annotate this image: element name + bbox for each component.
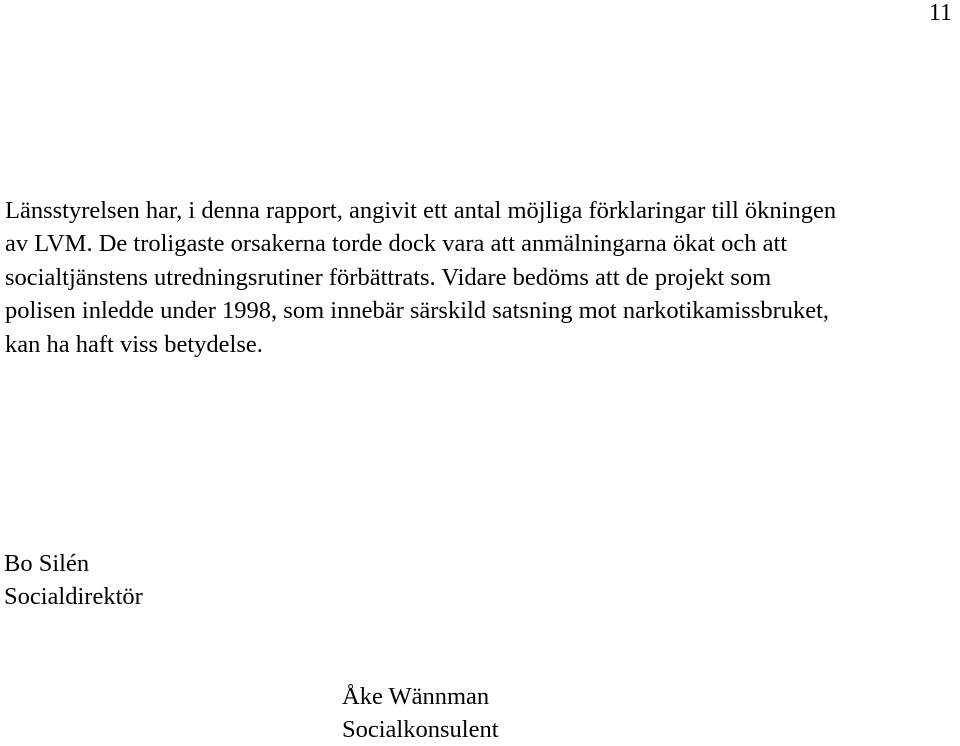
signatory-name: Bo Silén (4, 550, 90, 577)
page-number: 11 (928, 0, 952, 26)
paragraph-line: polisen inledde under 1998, som innebär särskild satsning mot narkotikamissbruket, (5, 297, 830, 325)
paragraph-line: kan ha haft viss betydelse. (5, 330, 263, 358)
body-paragraph (5, 194, 960, 361)
signatory-title: Socialkonsulent (342, 716, 499, 743)
signature-block-social-director (4, 547, 143, 613)
paragraph-line: Länsstyrelsen har, i denna rapport, angivit ett antal möjliga förklaringar till ökningen (5, 197, 837, 224)
signatory-name: Åke Wännman (342, 683, 490, 710)
paragraph-line: socialtjänstens utredningsrutiner förbättrats. Vidare bedöms att de projekt som (5, 263, 772, 291)
signature-block-social-consultant (342, 680, 499, 746)
paragraph-line: av LVM. De troligaste orsakerna torde dock vara att anmälningarna ökat och att (5, 230, 788, 258)
signatory-title: Socialdirektör (4, 583, 143, 610)
